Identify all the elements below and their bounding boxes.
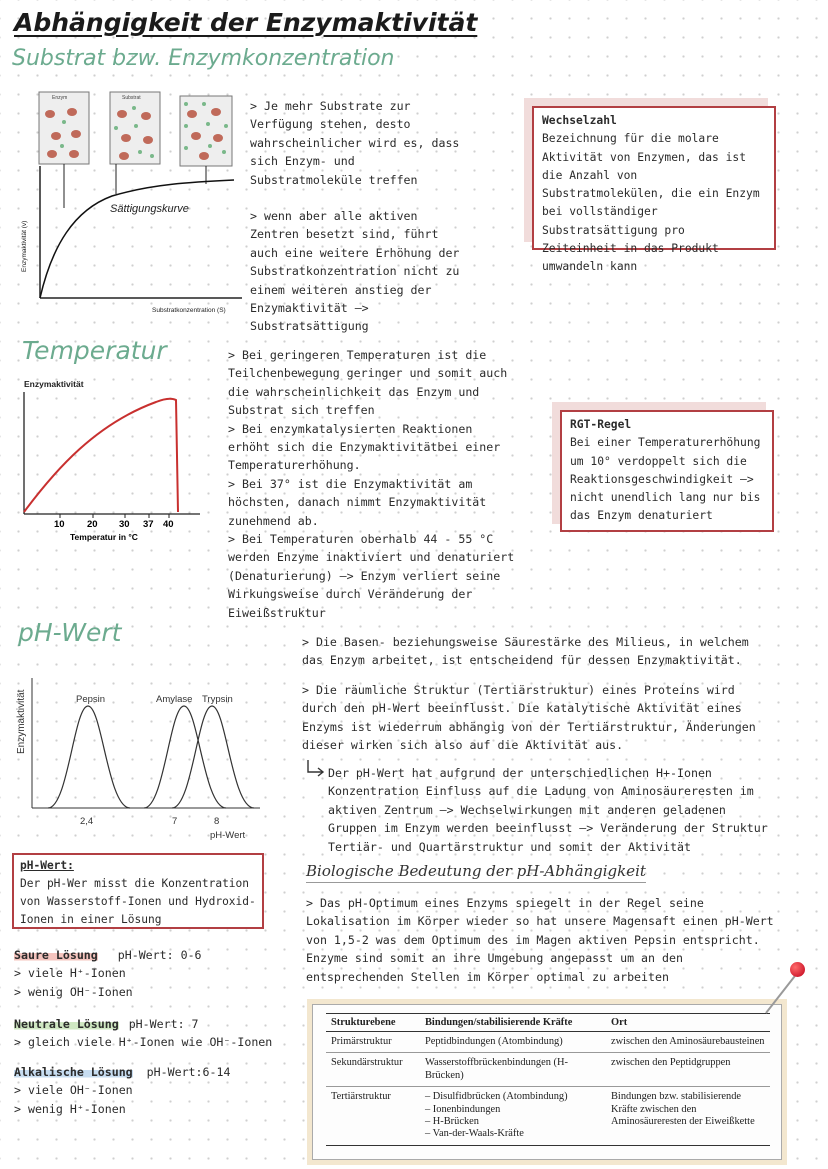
info-box-rgt-regel: [560, 410, 774, 532]
curve-label-pepsin: Pepsin: [76, 694, 106, 705]
table-cell: Tertiärstruktur: [326, 1087, 420, 1146]
y-axis-label: Enzymaktivität: [16, 689, 27, 754]
solution-line: > gleich viele H⁺-Ionen wie OH⁻-Ionen: [14, 1035, 273, 1050]
page-title: Abhängigkeit der Enzymaktivität: [14, 8, 478, 37]
inset-substrat-medium: [110, 92, 160, 164]
solution-line: > viele OH⁻-Ionen: [14, 1083, 133, 1098]
tick-label: 30: [119, 519, 130, 530]
bond-item: – Ionenbindungen: [425, 1103, 501, 1115]
section-heading-ph: pH-Wert: [18, 618, 122, 647]
table-cell: Wasserstoffbrückenbindungen (H-Brücken): [420, 1053, 606, 1087]
solution-saure: [14, 946, 284, 1001]
info-box-wechselzahl: [532, 106, 776, 274]
bond-item: – H-Brücken: [425, 1116, 479, 1128]
solution-alkalisch: [14, 1063, 284, 1118]
solution-neutral: [14, 1015, 284, 1052]
info-box-ph-wert: [12, 853, 264, 929]
tick-label: 37: [143, 519, 154, 530]
tick-label: 8: [214, 816, 220, 827]
table-header: Bindungen/stabilisierende Kräfte: [420, 1014, 606, 1032]
inset-label-substrat: Substrat: [122, 95, 141, 101]
ph-bullet: > Die Basen- beziehungsweise Säurestärke des Milieus, in welchem das Enzym arbeitet, ist entscheidend für dessen Enzymaktivität.: [302, 635, 749, 668]
pepsin-curve: [48, 706, 130, 808]
table-cell: [420, 1087, 606, 1146]
y-axis-label: Enzymaktivität: [24, 379, 84, 389]
x-axis-label: Temperatur in °C: [70, 532, 138, 542]
substrat-text: [250, 97, 472, 336]
table-row: [326, 1032, 770, 1053]
info-box-text: Bei einer Temperaturerhöhung um 10° verdoppelt sich die Reaktionsgeschwindigkeit —> nicht unendlich lang nur bis das Enzym denaturiert: [570, 436, 761, 523]
curve-label: Sättigungskurve: [110, 203, 189, 215]
solution-line: > viele H⁺-Ionen: [14, 966, 126, 981]
saturation-curve-graph: [12, 86, 248, 318]
inset-enzym: [39, 92, 89, 164]
table-header-row: [326, 1014, 770, 1032]
bond-item: – Van-der-Waals-Kräfte: [425, 1128, 524, 1140]
x-axis-label: Substratkonzentration (S): [152, 307, 226, 314]
arrow-icon: [306, 758, 328, 778]
temperatur-bullet: > Bei geringeren Temperaturen ist die Teilchenbewegung geringer und somit auch die wahrscheinlichkeit das Enzym und Substrat sich treffen: [228, 348, 508, 418]
ph-bullet: > Die räumliche Struktur (Tertiärstruktur) eines Proteins wird durch den pH-Wert beeinflusst. Die katalytische Aktivität eines Enzyms ist wiederrum abhängig von der Tertiärstruktur, Änderungen dieser wirken sich also auf die Aktivität aus.: [302, 682, 756, 753]
temperature-curve: [24, 399, 178, 512]
table-cell: Sekundärstruktur: [326, 1053, 420, 1087]
table-cell: Peptidbindungen (Atombindung): [420, 1032, 606, 1053]
temperatur-bullet: > Bei 37° ist die Enzymaktivität am höchsten, danach nimmt Enzymaktivität zunehmend ab.: [228, 476, 487, 528]
ph-graph: [8, 658, 262, 844]
tick-label: 10: [54, 519, 65, 530]
tick-label: 7: [172, 816, 178, 827]
solution-range: pH-Wert:6-14: [146, 1065, 231, 1079]
solution-range: pH-Wert: 7: [128, 1017, 199, 1031]
saturation-curve: [40, 180, 234, 298]
y-axis-label: Enzymaktivität (v): [21, 220, 28, 272]
solution-name: Neutrale Lösung: [14, 1017, 119, 1031]
table-cell: zwischen den Peptidgruppen: [606, 1053, 770, 1087]
section-heading-temperatur: Temperatur: [22, 336, 167, 365]
info-box-text: Der pH-Wer misst die Konzentration von Wasserstoff-Ionen und Hydroxid-Ionen in einer Lösung: [20, 877, 256, 926]
table-cell: Bindungen bzw. stabilisierende Kräfte zwischen den Aminosäureresten der Eiweißkette: [606, 1087, 770, 1146]
info-box-text: Bezeichnung für die molare Aktivität von Enzymen, das ist die Anzahl von Substratmolekülen, die ein Enzym bei vollständiger Substratsättigung pro Zeiteinheit in das Produkt umwandeln kann: [542, 132, 760, 274]
structure-table: [326, 1013, 770, 1146]
section-heading-substrat: Substrat bzw. Enzymkonzentration: [12, 46, 395, 71]
inset-substrat-high: [180, 96, 232, 166]
tick-label: 20: [87, 519, 98, 530]
temperature-ticks: [54, 514, 174, 530]
info-box-title: RGT-Regel: [570, 418, 632, 431]
table-header: Ort: [606, 1014, 770, 1032]
temperatur-text: [228, 346, 518, 622]
tick-label: 2,4: [80, 816, 94, 827]
table-cell: zwischen den Aminosäurebausteinen: [606, 1032, 770, 1053]
temperature-graph: [16, 374, 216, 546]
table-row: [326, 1053, 770, 1087]
ph-text: [302, 633, 770, 754]
substrat-bullet: > wenn aber alle aktiven Zentren besetzt sind, führt auch eine weitere Erhöhung der Substratkonzentration nicht zu einem weiteren anstieg der Enzymaktivität —> Substratsättigung: [250, 209, 460, 334]
x-axis-label: pH-Wert: [210, 830, 246, 841]
inset-label-enzym: Enzym: [52, 95, 68, 101]
tick-label: 40: [163, 519, 174, 530]
curve-label-amylase: Amylase: [156, 694, 193, 705]
curve-label-trypsin: Trypsin: [202, 694, 233, 705]
info-box-title: pH-Wert:: [20, 859, 74, 872]
bio-heading: Biologische Bedeutung der pH-Abhängigkeit: [306, 862, 646, 883]
bio-text: > Das pH-Optimum eines Enzyms spiegelt in der Regel seine Lokalisation im Körper wieder so hat unsere Magensaft einen pH-Wert von 1,5-2 was dem Optimum des im Magen aktiven Pepsin entspricht. Enzyme sind somit an ihre Umgebung angepasst um an den entsprechenden Stellen im Körper optimal zu arbeiten: [306, 896, 774, 984]
table-row: [326, 1087, 770, 1146]
pin-icon: [790, 962, 805, 977]
bond-item: – Disulfidbrücken (Atombindung): [425, 1091, 568, 1103]
temperatur-bullet: > Bei Temperaturen oberhalb 44 - 55 °C werden Enzyme inaktiviert und denaturiert (Denaturierung) —> Enzym verliert seine Wirkungsweise durch Veränderung der Eiweißstruktur: [228, 532, 515, 620]
substrat-bullet: > Je mehr Substrate zur Verfügung stehen, desto wahrscheinlicher wird es, dass sich Enzym- und Substratmoleküle treffen: [250, 99, 460, 187]
ph-arrow-text: Der pH-Wert hat aufgrund der unterschiedlichen H+-Ionen Konzentration Einfluss auf die Ladung von Aminosäureresten im aktiven Zentrum —> Wechselwirkungen mit anderen geladenen Gruppen im Enzym werden beeinflusst —> Veränderung der Struktur Tertiär- und Quartärstruktur und somit der Aktivität: [328, 766, 768, 854]
info-box-title: Wechselzahl: [542, 114, 617, 127]
solution-name: Saure Lösung: [14, 948, 98, 962]
structure-table-card: [312, 1004, 782, 1160]
solution-line: > wenig H⁺-Ionen: [14, 1101, 126, 1116]
solution-line: > wenig OH⁻-Ionen: [14, 984, 133, 999]
table-header: Strukturebene: [326, 1014, 420, 1032]
solution-range: pH-Wert: 0-6: [117, 948, 202, 962]
solution-name: Alkalische Lösung: [14, 1065, 133, 1079]
temperatur-bullet: > Bei enzymkatalysierten Reaktionen erhöht sich die Enzymaktivitätbei einer Temperaturerhöhung.: [228, 421, 501, 473]
table-cell: Primärstruktur: [326, 1032, 420, 1053]
